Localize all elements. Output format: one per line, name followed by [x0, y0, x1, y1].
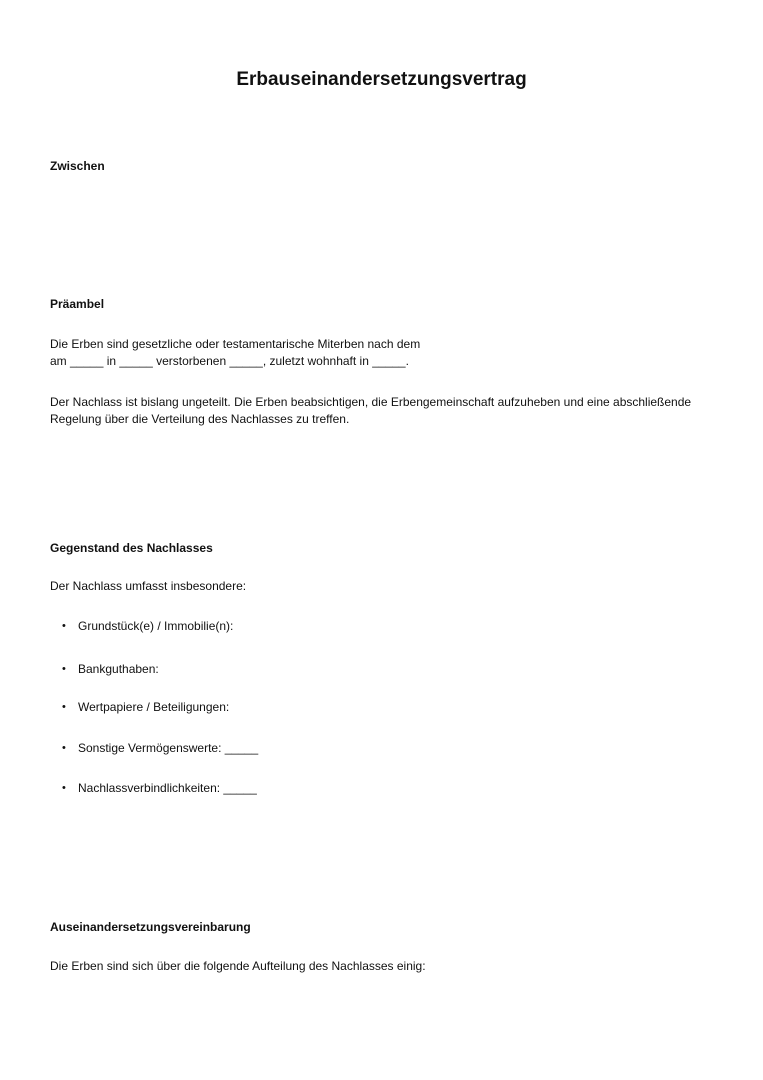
list-item [62, 619, 233, 633]
estate-intro: Der Nachlass umfasst insbesondere: [50, 579, 247, 593]
list-item [62, 700, 229, 714]
list-item-text: Bankguthaben: [78, 662, 159, 676]
list-item-text: Wertpapiere / Beteiligungen: [78, 700, 230, 714]
preamble-paragraph-1 [50, 336, 730, 370]
bullet-icon: • [62, 782, 66, 794]
section-heading-agreement: Auseinandersetzungsvereinbarung [50, 920, 251, 934]
list-item-text: Grundstück(e) / Immobilie(n): [78, 619, 234, 633]
preamble-paragraph-2: Der Nachlass ist bislang ungeteilt. Die Erben beabsichtigen, die Erbengemeinschaft aufzuheben und eine abschließende Regelung über die Verteilung des Nachlasses zu treffen. [50, 395, 692, 426]
list-item [62, 662, 159, 676]
preamble-line-1: Die Erben sind gesetzliche oder testamentarische Miterben nach dem [50, 337, 421, 351]
section-heading-preamble: Präambel [50, 297, 105, 311]
list-item-text: Nachlassverbindlichkeiten: _____ [78, 781, 257, 795]
list-item [62, 781, 257, 795]
section-heading-parties: Zwischen [50, 159, 105, 173]
list-item-text: Sonstige Vermögenswerte: _____ [78, 741, 259, 755]
document-title: Erbauseinandersetzungsvertrag [236, 69, 527, 90]
bullet-icon: • [62, 701, 66, 713]
preamble-line-2: am _____ in _____ verstorbenen _____, zuletzt wohnhaft in _____. [50, 354, 409, 368]
agreement-intro: Die Erben sind sich über die folgende Aufteilung des Nachlasses einig: [50, 959, 426, 973]
section-heading-estate: Gegenstand des Nachlasses [50, 541, 213, 555]
bullet-icon: • [62, 742, 66, 754]
bullet-icon: • [62, 620, 66, 632]
list-item [62, 741, 258, 755]
bullet-icon: • [62, 663, 66, 675]
